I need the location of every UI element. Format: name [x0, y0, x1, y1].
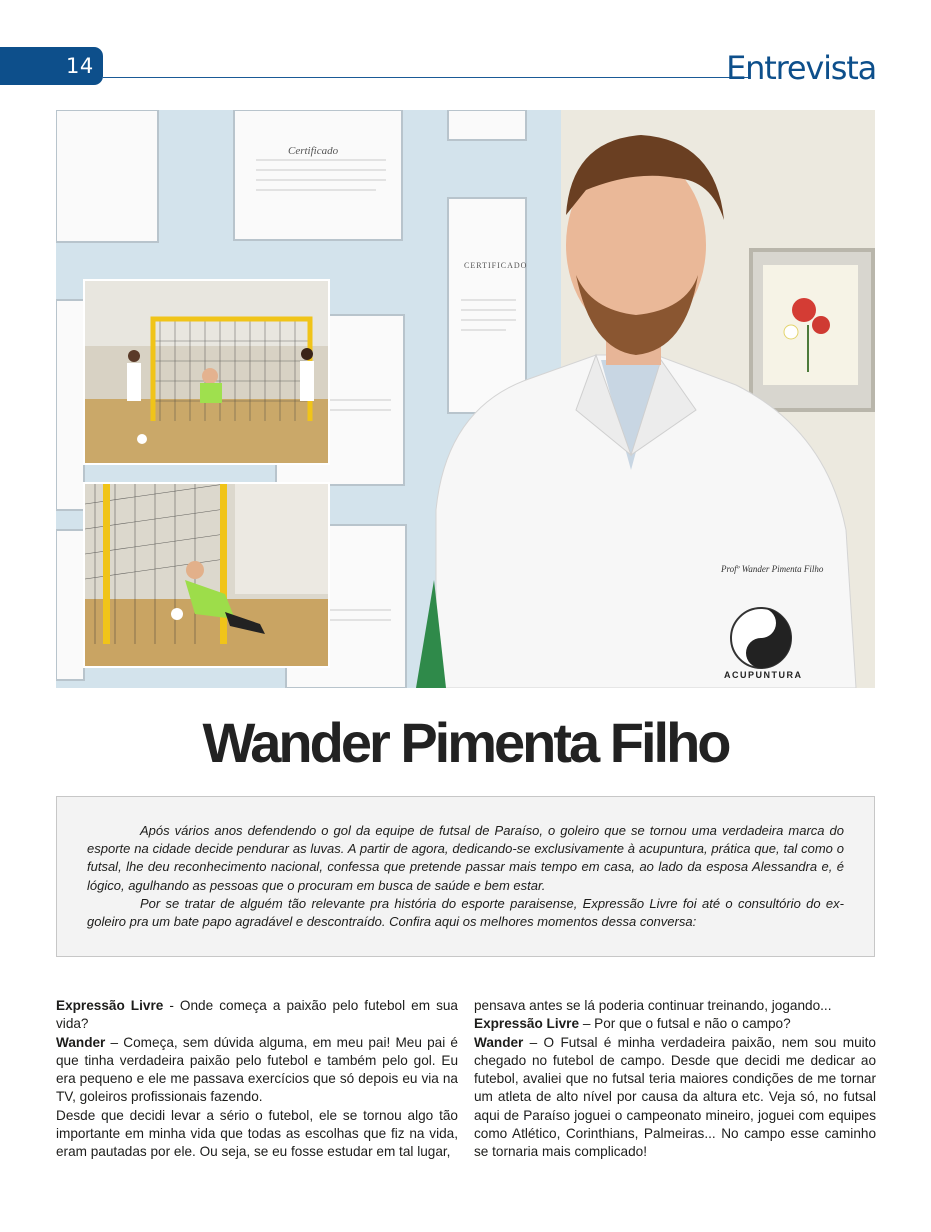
answer-continued: Desde que decidi levar a sério o futebol, ele se tornou algo tão importante em minha vida que todas as escolhas que fiz na vida, eram pautadas por ele. Ou seja, se eu fosse estudar em tal lugar, — [56, 1107, 458, 1160]
question-text: – Por que o futsal e não o campo? — [579, 1016, 791, 1032]
answer-continued: pensava antes se lá poderia continuar treinando, jogando... — [474, 998, 832, 1013]
interview-question — [56, 997, 458, 1034]
answer-text: – Começa, sem dúvida alguma, em meu pai! Meu pai é que tinha verdadeira paixão pelo futebol e também pelo gol. Eu era pequeno e ele me passava exercícios que só depois eu via na TV, goleiros profissionais fazendo. — [56, 1034, 458, 1105]
article-headline: Wander Pimenta Filho — [202, 711, 729, 774]
interview-answer — [56, 1034, 458, 1107]
certificate-heading: CERTIFICADO — [464, 261, 528, 270]
answer-speaker: Wander — [474, 1034, 524, 1050]
question-speaker: Expressão Livre — [56, 998, 164, 1013]
interview-answer — [474, 1034, 876, 1162]
answer-speaker: Wander — [56, 1034, 106, 1050]
body-column-left — [56, 997, 458, 1162]
answer-text: – O Futsal é minha verdadeira paixão, nem sou muito chegado no futebol de campo. Desde que decidi me dedicar ao futebol, avaliei que no futsal teria maiores condições de me tornar um atleta de alto nível por causa da altura etc. Veja só, no futsal aqui de Paraíso joguei o campeonato mineiro, joguei com equipes como Atlético, Corinthians, Palmeiras... No campo esse caminho se tornaria mais complicado! — [474, 1034, 876, 1160]
body-column-right — [474, 997, 876, 1162]
intro-paragraph: Por se tratar de alguém tão relevante pra história do esporte paraisense, Expressão Livre foi até o consultório do ex-goleiro pra um bate papo agradável e descontraído. Confira aqui os melhores momentos dessa conversa: — [87, 895, 844, 930]
question-speaker: Expressão Livre — [474, 1016, 580, 1032]
inset-photo-futsal-goal — [83, 279, 330, 465]
question-text: - Onde começa a paixão pelo futebol em sua vida? — [56, 998, 458, 1032]
header-rule — [103, 77, 748, 78]
hero-photo — [56, 110, 875, 688]
intro-paragraph: Após vários anos defendendo o gol da equipe de futsal de Paraíso, o goleiro que se tornou uma verdadeira marca do esporte na cidade decide pendurar as luvas. A partir de agora, dedicando-se exclusivamente à acupuntura, prática que, tal como o futsal, lhe deu reconhecimento nacional, confessa que pretende passar mais tempo em casa, ao lado da esposa Alessandra e, é lógico, agulhando as pessoas que o procuram em busca de saúde e bem estar. — [87, 823, 844, 893]
section-title: Entrevista — [726, 49, 876, 87]
intro-box — [56, 796, 875, 957]
page-number: 14 — [66, 54, 94, 78]
coat-embroidered-name: Profº Wander Pimenta Filho — [721, 564, 824, 574]
interview-question — [474, 1015, 876, 1033]
certificate-title: Certificado — [288, 145, 339, 157]
inset-photo-goalkeeper-save — [83, 482, 330, 668]
coat-logo-text: ACUPUNTURA — [724, 670, 803, 680]
